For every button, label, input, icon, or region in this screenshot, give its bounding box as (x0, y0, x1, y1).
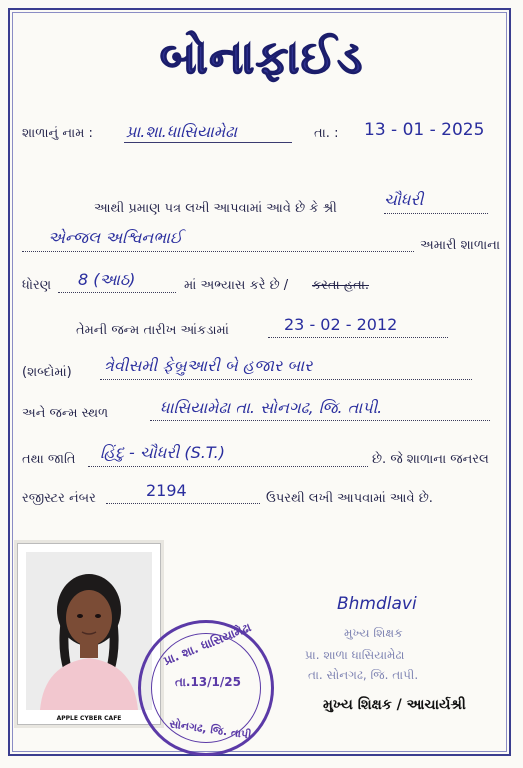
student-surname: ચૌધરી (384, 190, 424, 209)
school-underline (124, 142, 292, 143)
line8-suffix: ઉપરથી લખી આપવામાં આવે છે. (266, 491, 433, 506)
standard-label: ધોરણ (22, 278, 52, 293)
line7-suffix: છે. જે શાળાના જનરલ (372, 452, 489, 467)
line7-dots (88, 466, 368, 467)
dob-figures-label: તેમની જન્મ તારીખ આંકડામાં (76, 323, 229, 338)
school-round-stamp (138, 620, 274, 756)
line3-dots (58, 292, 176, 293)
line5-dots (100, 379, 472, 380)
dob-words-label: (શબ્દોમાં) (22, 365, 72, 380)
register-label: રજીસ્ટર નંબર (22, 491, 96, 506)
register-number: 2194 (146, 481, 187, 500)
document-title: બોનાફાઈડ (159, 30, 364, 84)
dob-figures: 23 - 02 - 2012 (284, 315, 398, 334)
stamp-ring-text: પ્રા. શા. ધાસિયામેઢા (161, 620, 254, 668)
photo-image (26, 552, 152, 710)
principal-title: મુખ્ય શિક્ષક / આચાર્યશ્રી (323, 697, 466, 713)
caste-label: તથા જાતિ (22, 452, 76, 467)
line1-text: આથી પ્રમાણ પત્ર લખી આપવામાં આવે છે કે શ્રી (94, 201, 337, 216)
principal-signature: Bhmdlavi (337, 594, 417, 614)
caste: હિંદુ - ચૌધરી (S.T.) (100, 443, 226, 462)
stamp-bottom-text: સોનગઢ, જિ. તાપી (168, 717, 253, 742)
line3-text: માં અભ્યાસ કરે છે / (184, 278, 289, 293)
standard-value: 8 (આઠ) (78, 270, 136, 289)
photo-caption: APPLE CYBER CAFE (56, 715, 122, 722)
portrait-illustration (26, 552, 152, 710)
line1-dots (384, 213, 488, 214)
school-name: પ્રા.શા.ધાસિયામેઢા (126, 122, 238, 141)
line8-dots (106, 503, 260, 504)
date-label: તા. : (314, 126, 339, 141)
seal-line3: તા. સોનગઢ, જિ. તાપી. (308, 668, 419, 682)
line6-dots (150, 420, 490, 421)
school-label: શાળાનું નામ : (22, 126, 93, 141)
line4-dots (268, 337, 448, 338)
line2-dots (22, 251, 414, 252)
stamp-center-date: તા.13/1/25 (175, 675, 241, 689)
student-name: એન્જલ અશ્વિનભાઈ (48, 228, 183, 247)
date-value: 13 - 01 - 2025 (364, 120, 485, 140)
seal-line2: પ્રા. શાળા ધાસિયામેઢા (305, 648, 405, 662)
line2-suffix: અમારી શાળાના (420, 238, 501, 253)
line3-struck: કરતા હતા. (312, 278, 370, 293)
dob-words: ત્રેવીસમી ફેબ્રુઆરી બે હજાર બાર (104, 356, 313, 375)
seal-line1: મુખ્ય શિક્ષક (344, 626, 403, 640)
birthplace: ધાસિયામેઢા તા. સોનગઢ, જિ. તાપી. (160, 398, 383, 417)
birthplace-label: અને જન્મ સ્થળ (22, 406, 109, 421)
